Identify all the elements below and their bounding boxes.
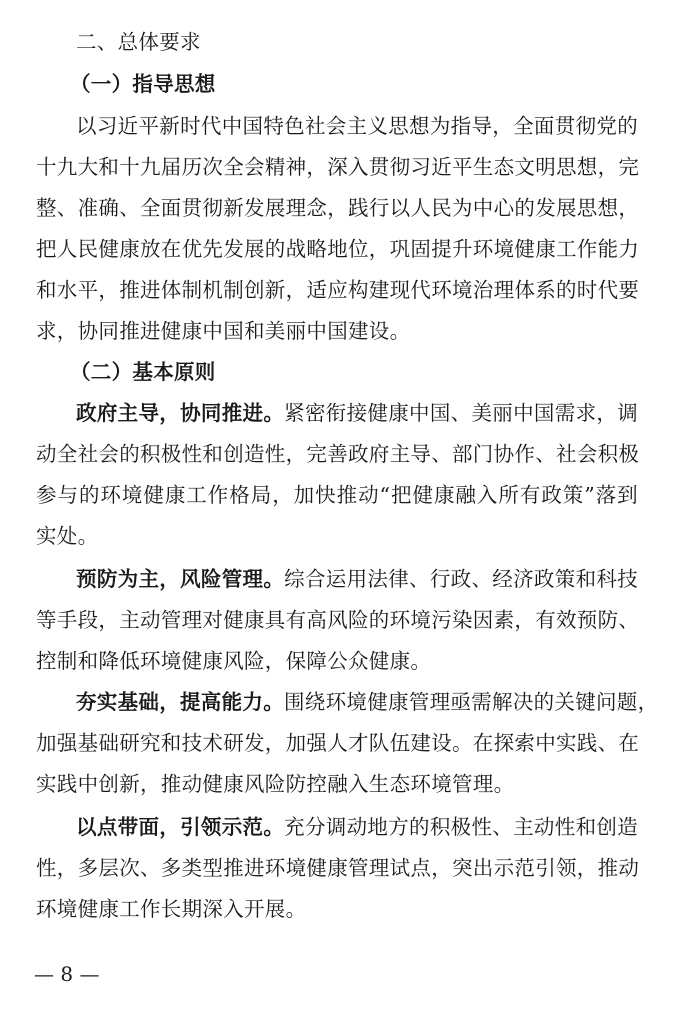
paragraph-line: 参与的环境健康工作格局，加快推动“把健康融入所有政策”落到 [36,483,638,507]
principle-text: 紧密衔接健康中国、美丽中国需求，调 [284,401,638,425]
principle-first-line [76,565,638,593]
paragraph-line: 环境健康工作长期深入开展。 [36,897,307,921]
principle-text: 围绕环境健康管理亟需解决的关键问题， [284,690,659,714]
principle-first-line [76,688,659,716]
paragraph-line: 实践中创新，推动健康风险防控融入生态环境管理。 [36,772,515,796]
principle-text: 综合运用法律、行政、经济政策和科技 [284,567,638,591]
page-number: — 8 — [34,962,100,986]
paragraph-line: 性，多层次、多类型推进环境健康管理试点，突出示范引领，推动 [36,856,640,880]
subsection-title-guiding-thought: （一）指导思想 [70,72,216,96]
paragraph-line: 整、准确、全面贯彻新发展理念，践行以人民为中心的发展思想， [36,196,640,220]
principle-first-line [76,399,638,427]
paragraph-line: 加强基础研究和技术研发，加强人才队伍建设。在探索中实践、在 [36,731,640,755]
paragraph-line: 控制和降低环境健康风险，保障公众健康。 [36,649,432,673]
paragraph-line: 十九大和十九届历次全会精神，深入贯彻习近平生态文明思想，完 [36,155,640,179]
paragraph-line: 动全社会的积极性和创造性，完善政府主导、部门协作、社会积极 [36,442,640,466]
principle-text: 充分调动地方的积极性、主动性和创造 [284,815,638,839]
principle-bold-lead: 预防为主，风险管理。 [76,567,285,591]
paragraph-line: 和水平，推进体制机制创新，适应构建现代环境治理体系的时代要 [36,278,640,302]
principle-first-line [76,813,638,841]
paragraph-line: 求，协同推进健康中国和美丽中国建设。 [36,319,411,343]
paragraph-line: 等手段，主动管理对健康具有高风险的环境污染因素，有效预防、 [36,608,640,632]
principle-bold-lead: 夯实基础，提高能力。 [76,690,284,714]
section-heading: 二、总体要求 [76,30,201,54]
paragraph-line: 把人民健康放在优先发展的战略地位，巩固提升环境健康工作能力 [36,237,640,261]
principle-bold-lead: 政府主导，协同推进。 [76,401,285,425]
paragraph-line: 以习近平新时代中国特色社会主义思想为指导，全面贯彻党的 [76,114,638,138]
paragraph-line: 实处。 [36,524,99,548]
subsection-title-basic-principles: （二）基本原则 [70,360,216,384]
principle-bold-lead: 以点带面，引领示范。 [76,815,285,839]
